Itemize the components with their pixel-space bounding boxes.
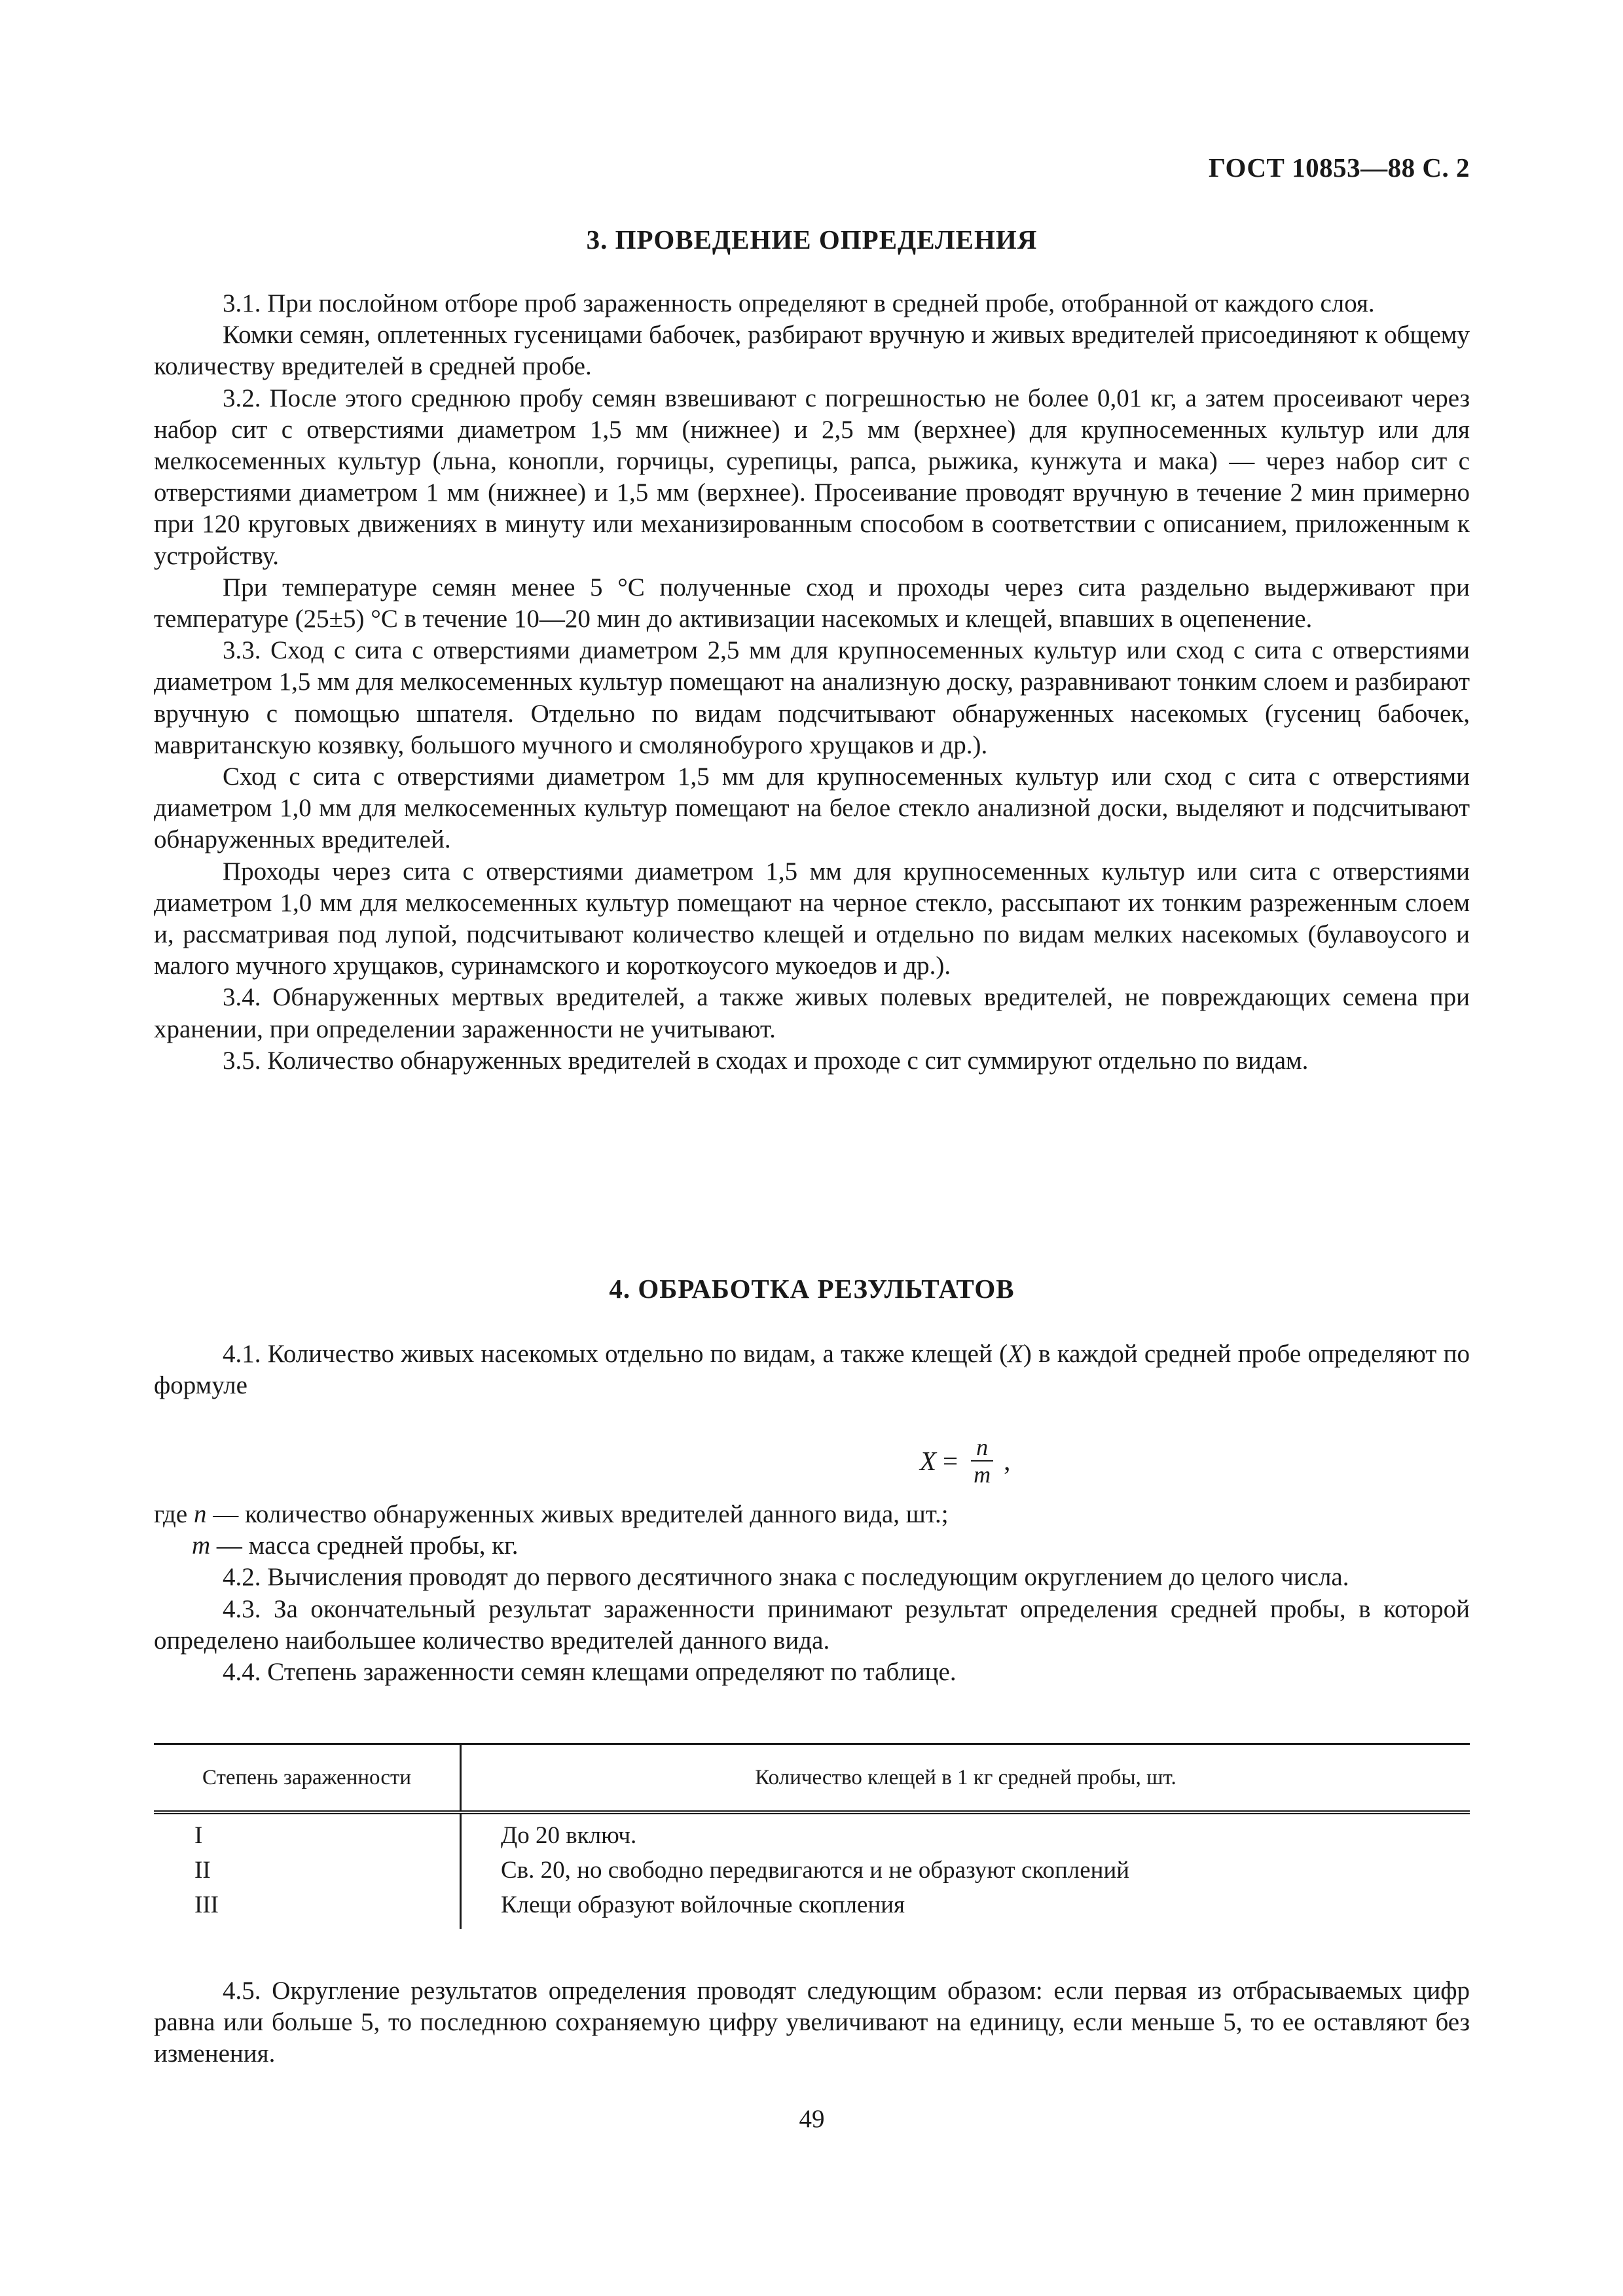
paragraph-3-2: 3.2. После этого среднюю пробу семян взвешивают с погрешностью не более 0,01 кг, а затем просеивают через набор сит с отверстиями диаметром 1,5 мм (нижнее) и 2,5 мм (верхнее) для крупносеменных культур или для мелкосеменных культур (льна, конопли, горчицы, сурепицы, рапса, рыжика, кунжута и мака) — через набор сит с отверстиями диаметром 1 мм (нижнее) и 1,5 мм (верхнее). Просеивание проводят вручную в течение 2 мин примерно при 120 круговых движениях в минуту или механизированным способом в соответствии с описанием, приложенным к устройству.	[154, 384, 1470, 570]
table-count-column	[462, 1814, 1470, 1929]
where-n-line	[154, 1499, 1470, 1530]
paragraph-3-3: 3.3. Сход с сита с отверстиями диаметром 2,5 мм для крупносеменных культур или сход с сита с отверстиями диаметром 1,5 мм для мелкосеменных культур помещают на анализную доску, разравнивают тонким слоем и разбирают вручную с помощью шпателя. Отдельно по видам подсчитывают обнаруженных насекомых (гусениц бабочек, мавританскую козявку, большого мучного и смолянобурого хрущаков и др.).	[154, 636, 1470, 759]
paragraph-3-3-b: Сход с сита с отверстиями диаметром 1,5 мм для крупносеменных культур или сход с сита с отверстиями диаметром 1,0 мм для мелкосеменных культур помещают на белое стекло анализной доски, выделяют и подсчитывают обнаруженных вредителей.	[154, 762, 1470, 854]
variable-n: n	[193, 1500, 207, 1528]
section-3-body	[154, 288, 1470, 1077]
paragraph-3-1-b: Комки семян, оплетенных гусеницами бабочек, разбирают вручную и живых вредителей присоединяют к общему количеству вредителей в средней пробе.	[154, 321, 1470, 381]
table-row-3-count: Клещи образуют войлочные скопления	[501, 1892, 905, 1918]
paragraph-4-5-block	[154, 1975, 1470, 2070]
table-header-count: Количество клещей в 1 кг средней пробы, шт.	[755, 1765, 1176, 1789]
variable-m: m	[192, 1532, 211, 1560]
paragraph-4-1-text-a: 4.1. Количество живых насекомых отдельно по видам, а также клещей (	[223, 1340, 1008, 1368]
table-row-3-degree: III	[194, 1892, 219, 1918]
formula-equals: =	[943, 1446, 958, 1476]
paragraph-4-3: 4.3. За окончательный результат зараженности принимают результат определения средней пробы, в которой определено наибольшее количество вредителей данного вида.	[154, 1594, 1470, 1655]
paragraph-4-1	[154, 1338, 1470, 1401]
formula	[920, 1431, 1010, 1491]
where-prefix: где	[154, 1500, 194, 1528]
paragraph-4-5: 4.5. Округление результатов определения проводят следующим образом: если первая из отбрасываемых цифр равна или больше 5, то последнюю сохраняемую цифру увеличивают на единицу, если меньше 5, то ее оставляют без изменения.	[154, 1977, 1470, 2068]
table-header-row	[154, 1745, 1470, 1810]
section-4-body	[154, 1499, 1470, 1688]
formula-fraction	[968, 1434, 996, 1488]
paragraph-4-2: 4.2. Вычисления проводят до первого десятичного знака с последующим округлением до целого числа.	[223, 1563, 1349, 1592]
page-number: 49	[799, 2105, 825, 2133]
table-row-1-count: До 20 включ.	[501, 1822, 637, 1849]
paragraph-3-1: 3.1. При послойном отборе проб зараженность определяют в средней пробе, отобранной от каждого слоя.	[223, 289, 1375, 317]
where-n-text: — количество обнаруженных живых вредителей данного вида, шт.;	[206, 1500, 949, 1528]
paragraph-3-5: 3.5. Количество обнаруженных вредителей в сходах и проходе с сит суммируют отдельно по видам.	[223, 1046, 1309, 1075]
paragraph-3-3-c: Проходы через сита с отверстиями диаметром 1,5 мм для крупносеменных культур или сита с отверстиями диаметром 1,0 мм для мелкосеменных культур помещают на черное стекло, рассыпают их тонким разреженным слоем и, рассматривая под лупой, подсчитывают количество клещей и отдельно по видам мелких насекомых (булавоусого и малого мучного хрущаков, суринамского и короткоусого мукоедов и др.).	[154, 857, 1470, 980]
paragraph-4-1-text-b: ) в каждой средней пробе определяют по формуле	[154, 1340, 1470, 1400]
table-header-degree: Степень зараженности	[154, 1745, 462, 1810]
section-3-title: 3. ПРОВЕДЕНИЕ ОПРЕДЕЛЕНИЯ	[586, 224, 1038, 255]
table-row-2-degree: II	[194, 1857, 211, 1884]
variable-x: X	[1008, 1340, 1023, 1368]
running-head: ГОСТ 10853—88 С. 2	[1208, 152, 1470, 183]
paragraph-4-4: 4.4. Степень зараженности семян клещами определяют по таблице.	[223, 1658, 957, 1687]
where-m-text: — масса средней пробы, кг.	[210, 1532, 519, 1560]
table-body	[154, 1814, 1470, 1929]
formula-numerator: n	[971, 1434, 993, 1462]
formula-tail: ,	[1004, 1446, 1011, 1476]
formula-denominator: m	[974, 1462, 991, 1488]
where-m-line	[154, 1530, 1470, 1562]
formula-lhs: X	[920, 1446, 937, 1476]
table-degree-column	[154, 1814, 462, 1929]
table-row-2-count: Св. 20, но свободно передвигаются и не образуют скоплений	[501, 1857, 1130, 1884]
section-4-title: 4. ОБРАБОТКА РЕЗУЛЬТАТОВ	[609, 1274, 1015, 1304]
table-row-1-degree: I	[194, 1822, 203, 1849]
paragraph-3-4: 3.4. Обнаруженных мертвых вредителей, а также живых полевых вредителей, не повреждающих семена при хранении, при определении зараженности не учитывают.	[154, 983, 1470, 1043]
paragraph-3-2-b: При температуре семян менее 5 °С полученные сход и проходы через сита раздельно выдерживают при температуре (25±5) °С в течение 10—20 мин до активизации насекомых и клещей, впавших в оцепенение.	[154, 573, 1470, 634]
infestation-table	[154, 1743, 1470, 1929]
